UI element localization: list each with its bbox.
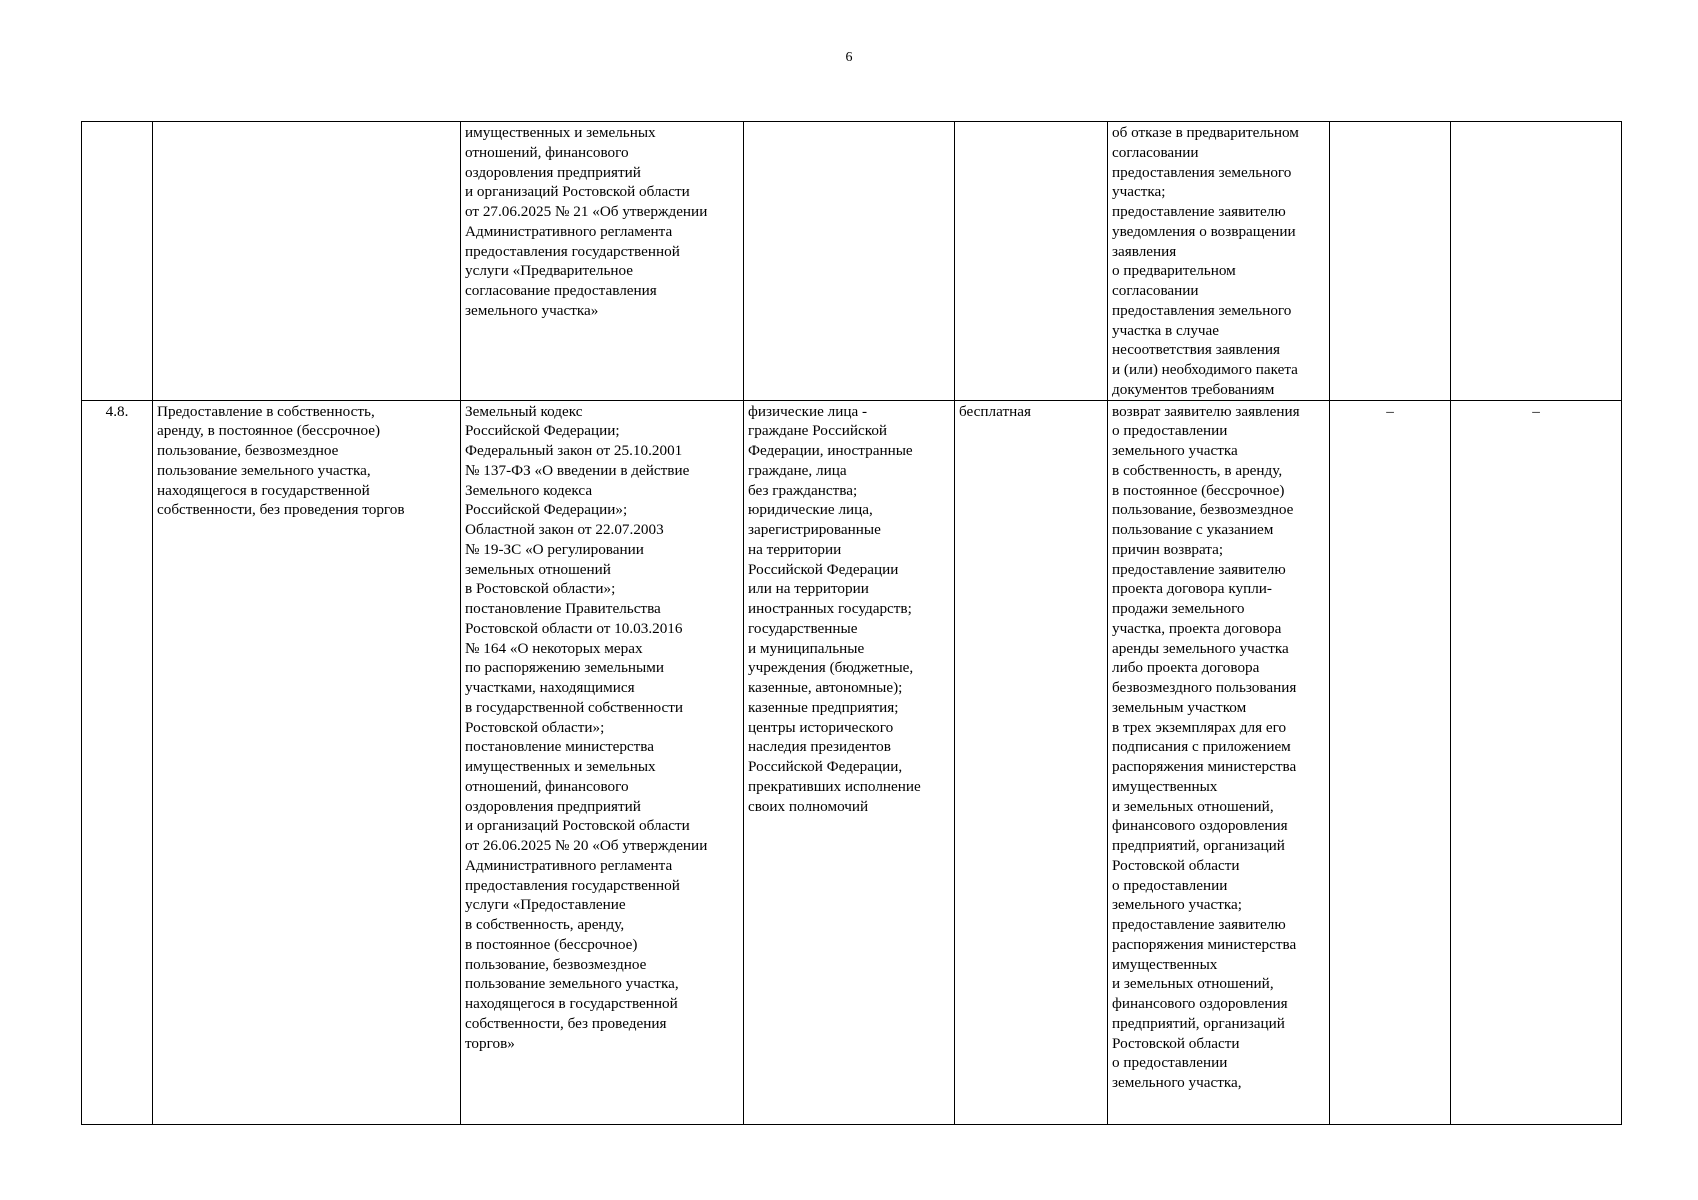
- table-row: [82, 400, 1622, 1124]
- cell-column-8: [1451, 122, 1622, 401]
- cell-applicants: [744, 122, 955, 401]
- table-row: [82, 122, 1622, 401]
- cell-legal-basis: Земельный кодекс Российской Федерации; Федеральный закон от 25.10.2001 № 137-ФЗ «О введении в действие Земельного кодекса Российской Федерации»; Областной закон от 22.07.2003 № 19-ЗС «О регулировании земельных отношений в Ростовской области»; постановление Правительства Ростовской области от 10.03.2016 № 164 «О некоторых мерах по распоряжению земельными участками, находящимися в государственной собственности Ростовской области»; постановление министерства имущественных и земельных отношений, финансового оздоровления предприятий и организаций Ростовской области от 26.06.2025 № 20 «Об утверждении Административного регламента предоставления государственной услуги «Предоставление в собственность, аренду, в постоянное (бессрочное) пользование, безвозмездное пользование земельного участка, находящегося в государственной собственности, без проведения торгов»: [461, 400, 744, 1124]
- cell-fee: [955, 122, 1108, 401]
- cell-applicants: физические лица - граждане Российской Федерации, иностранные граждане, лица без гражданства; юридические лица, зарегистрированные на территории Российской Федерации или на территории иностранных государств; государственные и муниципальные учреждения (бюджетные, казенные, автономные); казенные предприятия; центры исторического наследия президентов Российской Федерации, прекративших исполнение своих полномочий: [744, 400, 955, 1124]
- cell-result: возврат заявителю заявления о предоставлении земельного участка в собственность, в аренду, в постоянное (бессрочное) пользование, безвозмездное пользование с указанием причин возврата; предоставление заявителю проекта договора купли- продажи земельного участка, проекта договора аренды земельного участка либо проекта договора безвозмездного пользования земельным участком в трех экземплярах для его подписания с приложением распоряжения министерства имущественных и земельных отношений, финансового оздоровления предприятий, организаций Ростовской области о предоставлении земельного участка; предоставление заявителю распоряжения министерства имущественных и земельных отношений, финансового оздоровления предприятий, организаций Ростовской области о предоставлении земельного участка,: [1108, 400, 1330, 1124]
- cell-legal-basis: имущественных и земельных отношений, финансового оздоровления предприятий и организаций Ростовской области от 27.06.2025 № 21 «Об утверждении Административного регламента предоставления государственной услуги «Предварительное согласование предоставления земельного участка»: [461, 122, 744, 401]
- cell-column-7: [1330, 122, 1451, 401]
- page-number: 6: [845, 50, 853, 65]
- cell-column-8: –: [1451, 400, 1622, 1124]
- cell-column-7: –: [1330, 400, 1451, 1124]
- cell-number: 4.8.: [82, 400, 153, 1124]
- services-table: [81, 121, 1622, 1125]
- cell-service-name: Предоставление в собственность, аренду, в постоянное (бессрочное) пользование, безвозмездное пользование земельного участка, находящегося в государственной собственности, без проведения торгов: [153, 400, 461, 1124]
- cell-result: об отказе в предварительном согласовании предоставления земельного участка; предоставление заявителю уведомления о возвращении заявления о предварительном согласовании предоставления земельного участка в случае несоответствия заявления и (или) необходимого пакета документов требованиям: [1108, 122, 1330, 401]
- cell-number: [82, 122, 153, 401]
- cell-fee: бесплатная: [955, 400, 1108, 1124]
- cell-service-name: [153, 122, 461, 401]
